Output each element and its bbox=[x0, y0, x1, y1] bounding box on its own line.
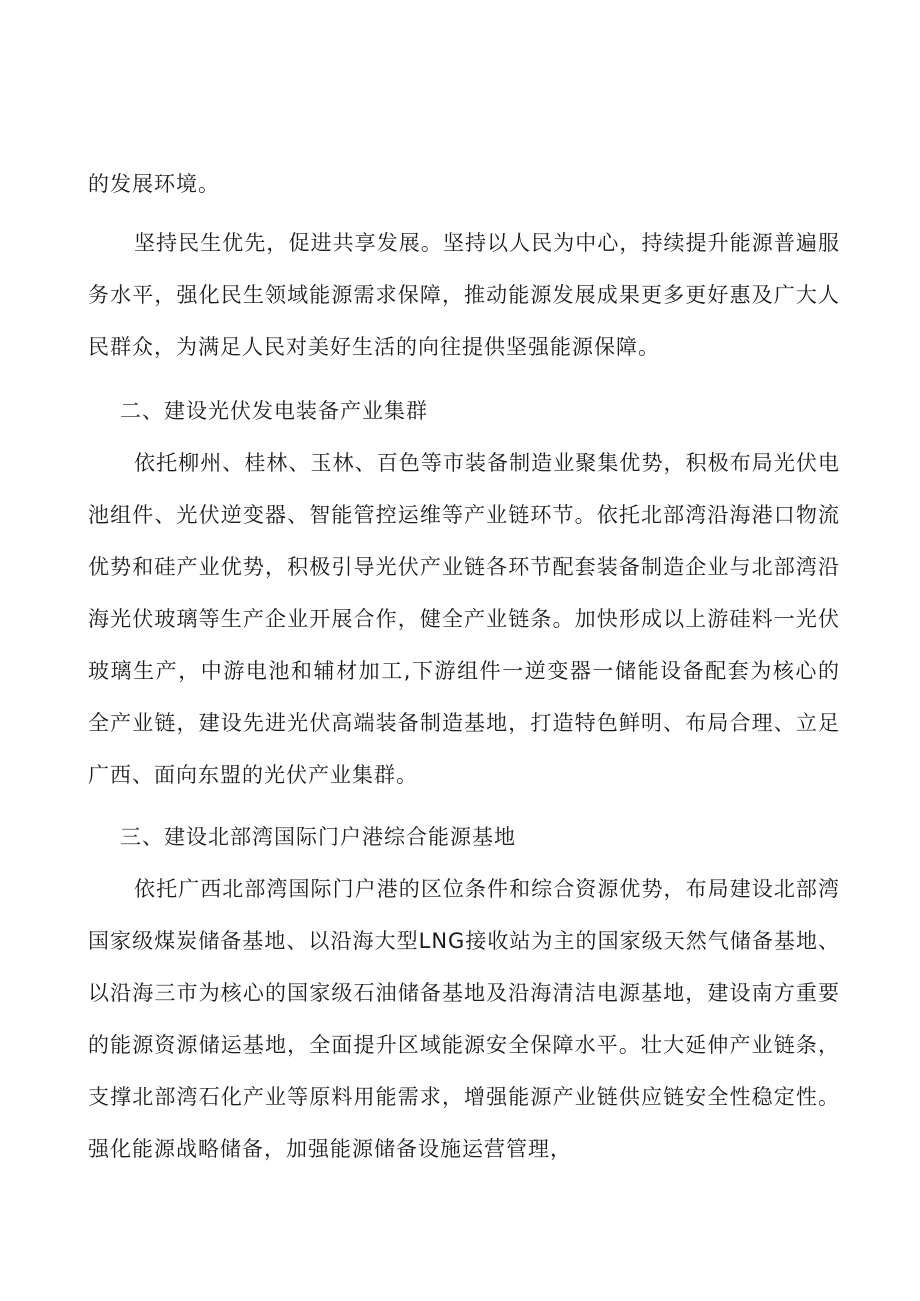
section-heading-3: 三、建设北部湾国际门户港综合能源基地 bbox=[120, 825, 516, 849]
paragraph-pv-cluster: 依托柳州、桂林、玉林、百色等市装备制造业聚集优势，积极布局光伏电池组件、光伏逆变器、智能管控运维等产业链环节。依托北部湾沿海港口物流优势和硅产业优势，积极引导光伏产业链各环节配套装备制造企业与北部湾沿海光伏玻璃等生产企业开展合作，健全产业链条。加快形成以上游硅料一光伏玻璃生产，中游电池和辅材加工,下游组件一逆变器一储能设备配套为核心的全产业链，建设先进光伏高端装备制造基地，打造特色鲜明、布局合理、立足广西、面向东盟的光伏产业集群。 bbox=[88, 451, 840, 787]
paragraph-port-energy-base: 依托广西北部湾国际门户港的区位条件和综合资源优势，布局建设北部湾国家级煤炭储备基地、以沿海大型LNG接收站为主的国家级天然气储备基地、以沿海三市为核心的国家级石油储备基地及沿海清洁电源基地，建设南方重要的能源资源储运基地，全面提升区域能源安全保障水平。壮大延伸产业链条，支撑北部湾石化产业等原料用能需求，增强能源产业链供应链安全性稳定性。强化能源战略储备，加强能源储备设施运营管理， bbox=[88, 877, 840, 1161]
paragraph-people-priority: 坚持民生优先，促进共享发展。坚持以人民为中心，持续提升能源普遍服务水平，强化民生领域能源需求保障，推动能源发展成果更多更好惠及广大人民群众，为满足人民对美好生活的向往提供坚强能源保障。 bbox=[88, 231, 840, 359]
paragraph-continuation: 的发展环境。 bbox=[88, 172, 220, 196]
section-heading-2: 二、建设光伏发电装备产业集群 bbox=[120, 399, 428, 423]
